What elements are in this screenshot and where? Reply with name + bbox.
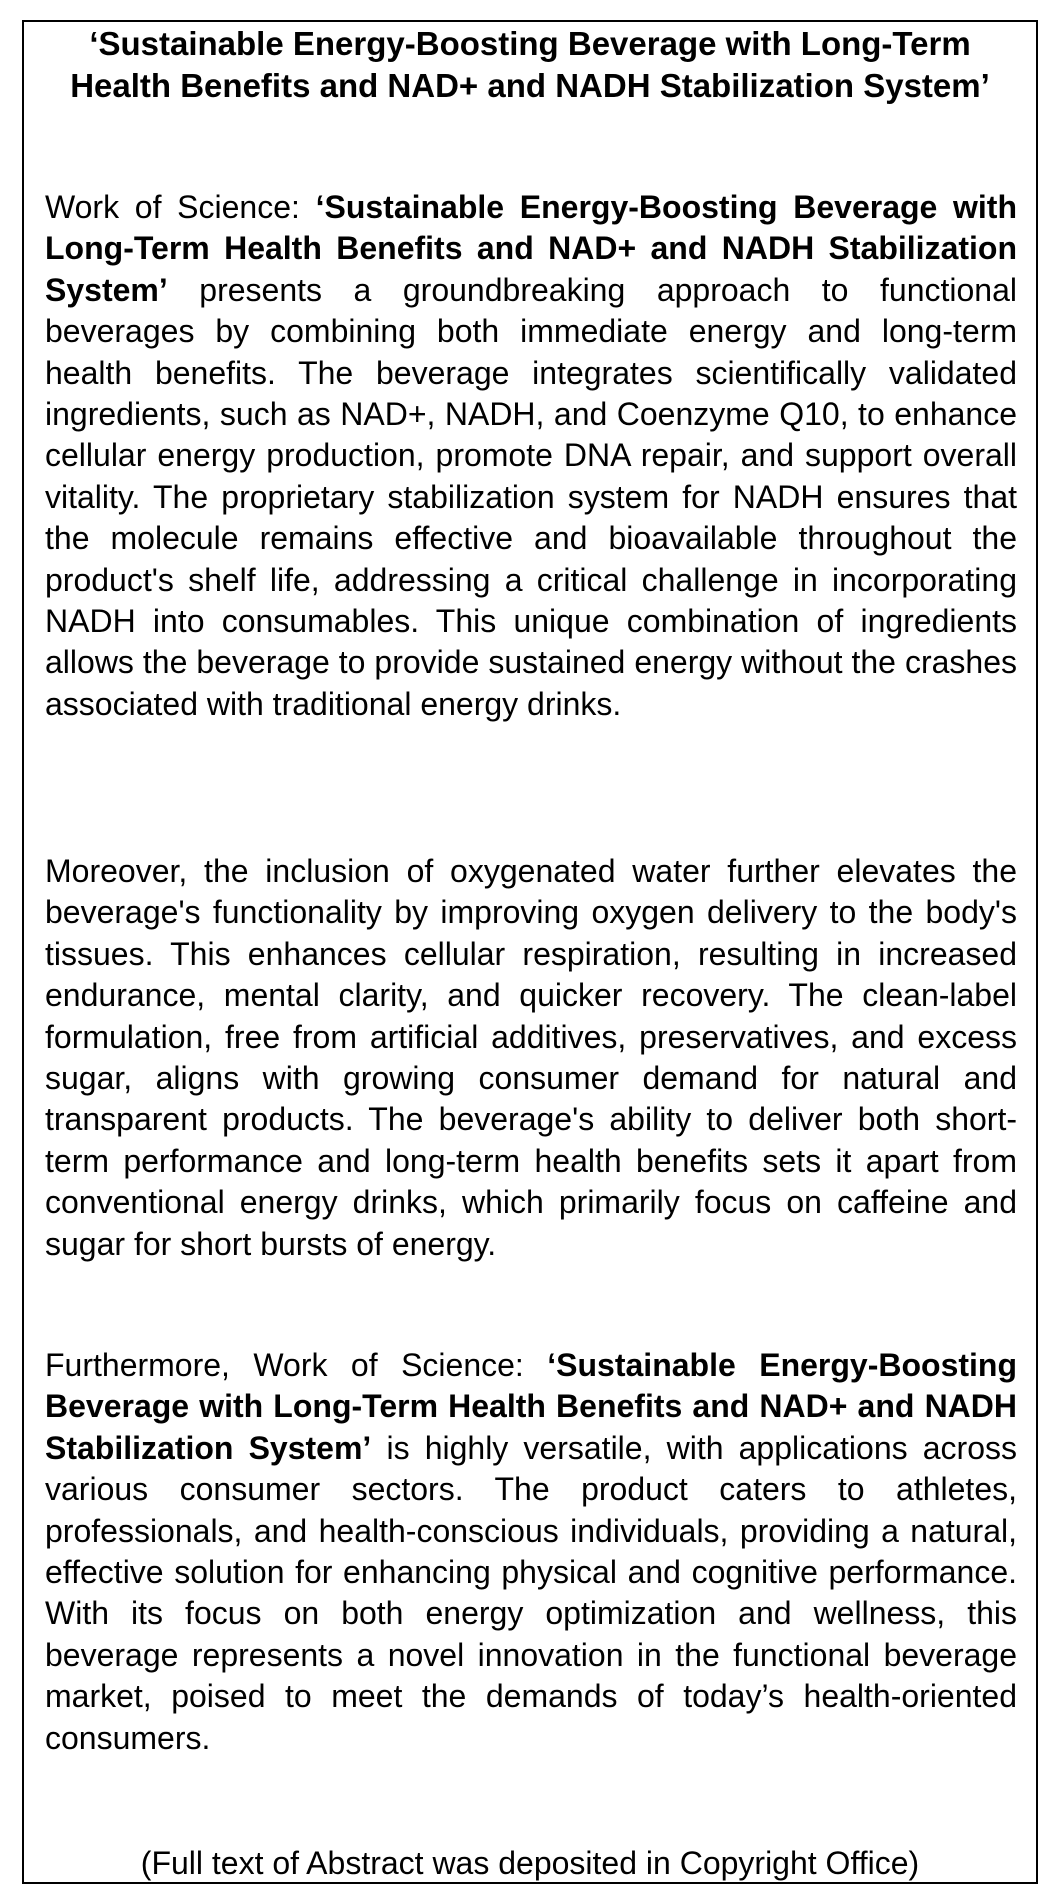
paragraph-3-body: is highly versatile, with applications across various consumer sectors. The product caters to athletes, professionals, and health-conscious individuals, providing a natural, effective solution for enhancing physical and cognitive performance. With its focus on both energy optimization and wellness, this beverage represents a novel innovation in the functional beverage market, poised to meet the demands of today’s health-oriented consumers.	[45, 1429, 1018, 1756]
paragraph-1-work-title: ‘Sustainable Energy-Boosting Beverage with Long-Term Health Benefits and NAD+ and NADH Stabilization System’	[45, 189, 1018, 308]
paragraph-3-work-title: ‘Sustainable Energy-Boosting Beverage with Long-Term Health Benefits and NAD+ and NADH Stabilization System’	[45, 1347, 1018, 1466]
paragraph-1-lead: Work of Science:	[45, 189, 316, 225]
document-title: ‘Sustainable Energy-Boosting Beverage with Long-Term Health Benefits and NAD+ and NADH Stabilization System’	[70, 25, 990, 104]
paragraph-1-body: presents a groundbreaking approach to functional beverages by combining both immediate energy and long-term health benefits. The beverage integrates scientifically validated ingredients, such as NAD+, NADH, and Coenzyme Q10, to enhance cellular energy production, promote DNA repair, and support overall vitality. The proprietary stabilization system for NADH ensures that the molecule remains effective and bioavailable throughout the product's shelf life, addressing a critical challenge in incorporating NADH into consumables. This unique combination of ingredients allows the beverage to provide sustained energy without the crashes associated with traditional energy drinks.	[45, 271, 1017, 722]
abstract-paragraph-3	[45, 1345, 1017, 1759]
abstract-paragraph-2: Moreover, the inclusion of oxygenated water further elevates the beverage's functionality by improving oxygen delivery to the body's tissues. This enhances cellular respiration, resulting in increased endurance, mental clarity, and quicker recovery. The clean-label formulation, free from artificial additives, preservatives, and excess sugar, aligns with growing consumer demand for natural and transparent products. The beverage's ability to deliver both short-term performance and long-term health benefits sets it apart from conventional energy drinks, which primarily focus on caffeine and sugar for short bursts of energy.	[45, 853, 1017, 1262]
paragraph-3-lead: Furthermore, Work of Science:	[45, 1347, 548, 1383]
footer-note: (Full text of Abstract was deposited in Copyright Office)	[140, 1845, 920, 1881]
abstract-paragraph-1	[45, 187, 1017, 725]
